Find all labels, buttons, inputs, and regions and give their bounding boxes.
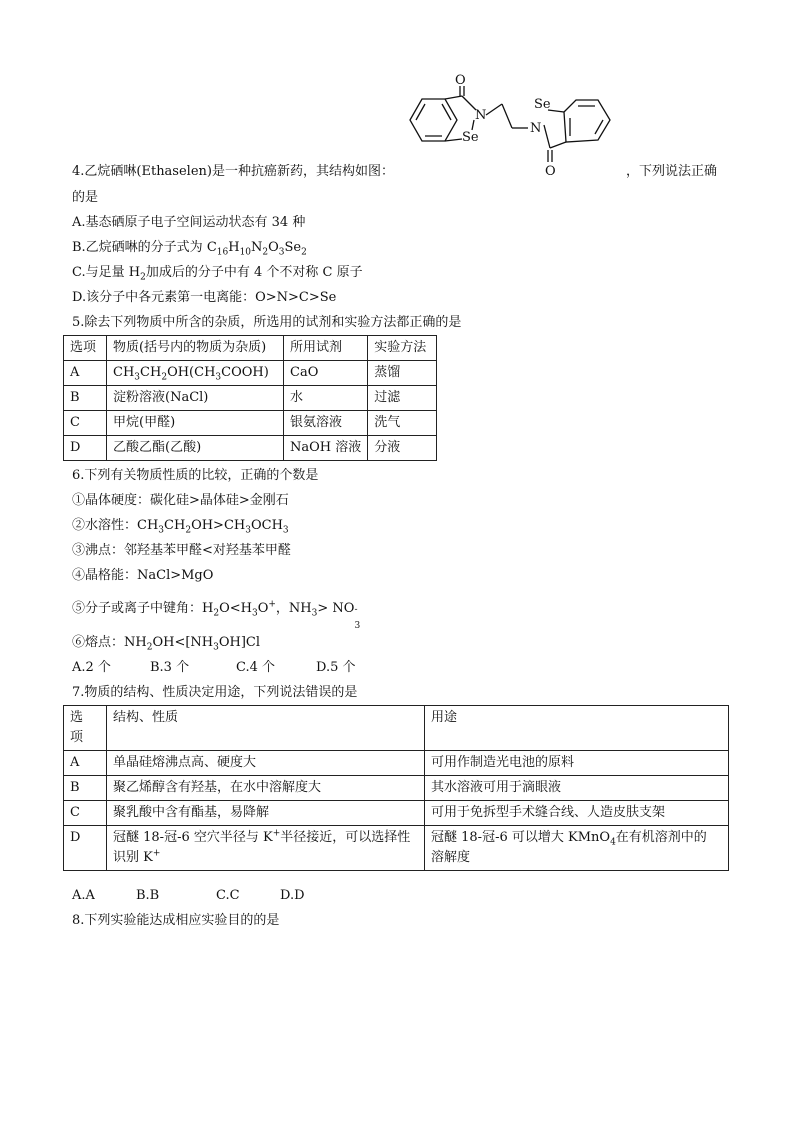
- q6-item-4: ④晶格能：NaCl>MgO: [72, 568, 214, 583]
- q7-choices: [72, 887, 305, 905]
- q6-item-6: ⑥熔点：$NH_2OH<[NH_3OH]Cl$: [72, 635, 261, 653]
- q6-choice-a: A.2 个: [72, 660, 111, 675]
- table-row: 选项 物质(括号内的物质为杂质) 所用试剂 实验方法: [64, 336, 437, 361]
- q6-choice-c: C.4 个: [236, 660, 276, 675]
- atom-N-right: N: [530, 121, 542, 136]
- table-row: D 乙酸乙酯(乙酸) NaOH 溶液 分液: [64, 436, 437, 461]
- q7-table: [63, 705, 729, 871]
- atom-O-top: O: [455, 73, 466, 88]
- table-row: B 淀粉溶液(NaCl) 水 过滤: [64, 386, 437, 411]
- table-row: 选 项 结构、性质 用途: [64, 706, 729, 751]
- q4-option-c: C.与足量 $H_2$加成后的分子中有 4 个不对称 C 原子: [72, 265, 363, 283]
- ethaselen-structure: [400, 68, 625, 180]
- q6-stem: 6.下列有关物质性质的比较，正确的个数是: [72, 468, 319, 483]
- table-row: B 聚乙烯醇含有羟基，在水中溶解度大 其水溶液可用于滴眼液: [64, 776, 729, 801]
- atom-O-bottom: O: [545, 164, 556, 179]
- q7-choice-d: D.D: [280, 888, 305, 903]
- q6-item-2: ②水溶性：$CH_3CH_2OH>CH_3OCH_3$: [72, 518, 289, 536]
- q6-item-1: ①晶体硬度：碳化硅>晶体硅>金刚石: [72, 493, 289, 508]
- q7-choice-b: B.B: [136, 888, 160, 903]
- table-row: C 甲烷(甲醛) 银氨溶液 洗气: [64, 411, 437, 436]
- atom-Se-left: Se: [462, 130, 479, 145]
- q5-table: [63, 335, 437, 461]
- q6-choice-d: D.5 个: [316, 660, 356, 675]
- q6-item-3: ③沸点：邻羟基苯甲醛<对羟基苯甲醛: [72, 543, 291, 558]
- left-benzene-ring: [410, 99, 457, 141]
- table-row: C 聚乳酸中含有酯基，易降解 可用于免拆型手术缝合线、人造皮肤支架: [64, 801, 729, 826]
- q5-stem: 5.除去下列物质中所含的杂质，所选用的试剂和实验方法都正确的是: [72, 315, 462, 330]
- table-row: A $CH_3CH_2OH(CH_3COOH)$ CaO 蒸馏: [64, 361, 437, 386]
- q4-option-b: B.乙烷硒啉的分子式为 $C_{16}H_{10}N_2O_3Se_2$: [72, 240, 307, 258]
- table-row: D 冠醚 18-冠-6 空穴半径与 K+半径接近，可以选择性 识别 K+ 冠醚 18-冠-6 可以增大 KMnO$_4$在有机溶剂中的 溶解度: [64, 826, 729, 871]
- q7-choice-a: A.A: [72, 888, 95, 903]
- q6-choice-b: B.3 个: [150, 660, 190, 675]
- q4-stem: 4.乙烷硒啉(Ethaselen)是一种抗癌新药，其结构如图：: [72, 164, 394, 179]
- q7-stem: 7.物质的结构、性质决定用途，下列说法错误的是: [72, 685, 358, 700]
- atom-N-left: N: [475, 108, 487, 123]
- q7-choice-c: C.C: [216, 888, 240, 903]
- q4-stem-tail: ，下列说法正确: [626, 164, 718, 179]
- q4-option-d: D.该分子中各元素第一电离能：O>N>C>Se: [72, 290, 337, 305]
- q6-choices: [72, 659, 356, 677]
- q4-stem-wrap: 的是: [72, 190, 99, 205]
- table-row: A 单晶硅熔沸点高、硬度大 可用作制造光电池的原料: [64, 751, 729, 776]
- q8-stem: 8.下列实验能达成相应实验目的的是: [72, 913, 280, 928]
- q6-item-5: ⑤分子或离子中键角：$H_2O<H_3O^+$，$NH_3>$ NO - 3: [72, 599, 361, 631]
- atom-Se-right: Se: [534, 97, 551, 112]
- q4-option-a: A.基态硒原子电子空间运动状态有 34 种: [72, 215, 306, 230]
